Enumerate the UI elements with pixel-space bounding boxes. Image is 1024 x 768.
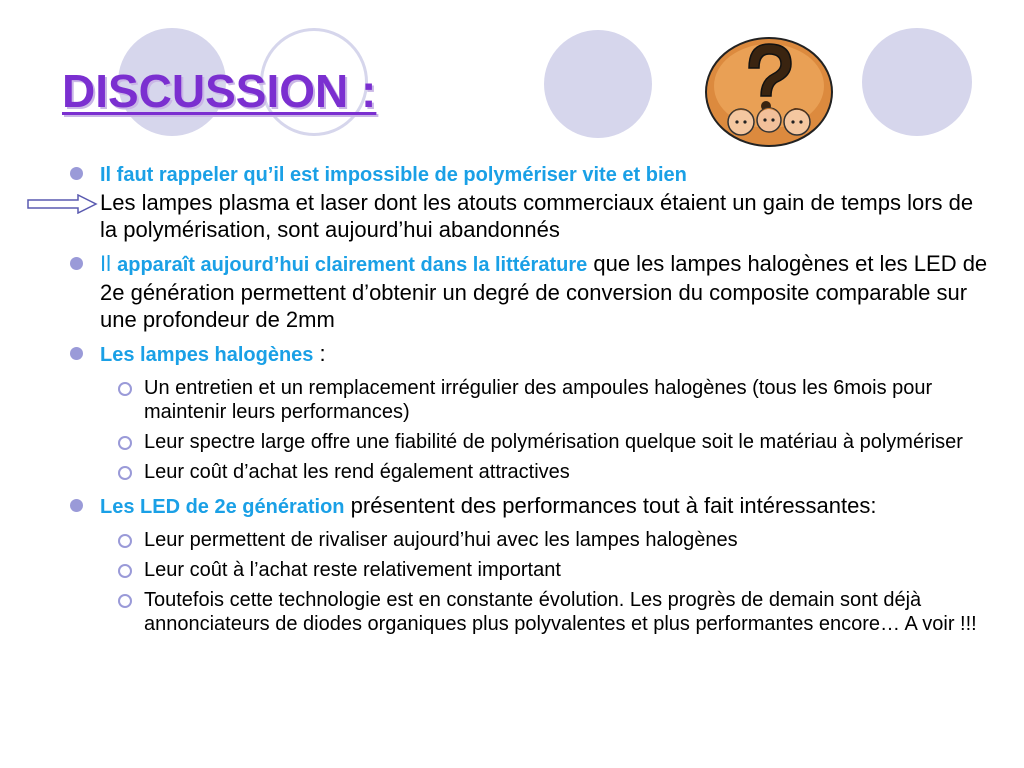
bullet-4-text: présentent des performances tout à fait intéressantes: [344, 493, 877, 518]
bullet-3 [62, 340, 992, 369]
bullet-2-prefix: Il [100, 251, 118, 276]
sub-bullet-text: Leur spectre large offre une fiabilité de polymérisation quelque soit le matériau à polymériser [144, 431, 963, 453]
sub-bullet-ring-icon [118, 382, 132, 396]
slide-content [62, 160, 992, 642]
sub-bullet-3-2 [62, 430, 992, 454]
bullet-2-text: que les lampes halogènes et les LED de 2e génération permettent d’obtenir un degré de conversion du composite comparable sur une profondeur de 2mm [100, 251, 988, 332]
bullet-4-highlight: Les LED de 2e génération [100, 496, 345, 518]
sub-bullet-text: Leur coût à l’achat reste relativement important [144, 559, 561, 581]
sub-bullet-3-3 [62, 460, 992, 484]
slide-title: DISCUSSION : [62, 65, 377, 117]
sub-bullet-ring-icon [118, 564, 132, 578]
bullet-dot-icon [70, 167, 83, 180]
bullet-3-highlight: Les lampes halogènes [100, 344, 314, 366]
bullet-4 [62, 492, 992, 521]
sub-bullet-ring-icon [118, 594, 132, 608]
sub-bullet-ring-icon [118, 436, 132, 450]
sub-bullet-ring-icon [118, 466, 132, 480]
sub-bullet-ring-icon [118, 534, 132, 548]
bullet-1-highlight: Il faut rappeler qu’il est impossible de polymériser vite et bien [100, 164, 687, 186]
sub-bullet-text: Leur permettent de rivaliser aujourd’hui avec les lampes halogènes [144, 529, 738, 551]
sub-bullet-text: Leur coût d’achat les rend également attractives [144, 461, 570, 483]
right-arrow-icon [26, 194, 98, 214]
bullet-2-highlight: apparaît aujourd’hui clairement dans la littérature [117, 254, 588, 276]
sub-bullet-text: Toutefois cette technologie est en constante évolution. Les progrès de demain sont déjà annonciateurs de diodes organiques plus polyvalentes et plus performantes encore… A voir !!! [144, 589, 977, 635]
bullet-dot-icon [70, 257, 83, 270]
question-mark-people-icon [703, 36, 835, 148]
bullet-1 [62, 160, 992, 243]
bullet-1-text: Les lampes plasma et laser dont les atouts commerciaux étaient un gain de temps lors de la polymérisation, sont aujourd’hui abandonnés [100, 190, 974, 242]
sub-bullet-4-3 [62, 588, 992, 636]
sub-bullet-4-1 [62, 528, 992, 552]
bullet-2 [62, 250, 992, 333]
sub-bullet-4-2 [62, 558, 992, 582]
decor-circle-4 [862, 28, 972, 136]
sub-bullet-text: Un entretien et un remplacement irrégulier des ampoules halogènes (tous les 6mois pour maintenir leurs performances) [144, 377, 933, 423]
bullet-3-text: : [313, 341, 326, 366]
bullet-dot-icon [70, 347, 83, 360]
sub-bullet-3-1 [62, 376, 992, 424]
decor-circle-3 [544, 30, 652, 138]
bullet-dot-icon [70, 499, 83, 512]
